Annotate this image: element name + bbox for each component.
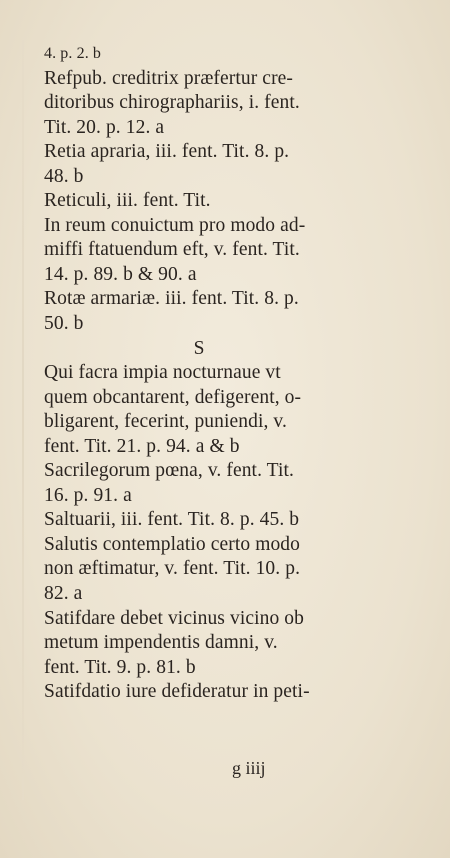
text-line: Tit. 20. p. 12. a bbox=[44, 116, 165, 138]
section-letter-heading: S bbox=[193, 337, 205, 359]
text-line: metum impendentis damni, v. bbox=[44, 632, 278, 654]
text-line: In reum conuictum pro modo ad- bbox=[44, 214, 306, 236]
text-line: fent. Tit. 9. p. 81. b bbox=[44, 656, 196, 678]
text-line: 16. p. 91. a bbox=[44, 484, 132, 506]
signature-mark: g iiij bbox=[232, 758, 266, 778]
text-line: 82. a bbox=[44, 583, 83, 605]
text-line: ditoribus chirographariis, i. fent. bbox=[44, 92, 300, 114]
text-line: Saltuarii, iii. fent. Tit. 8. p. 45. b bbox=[44, 509, 300, 531]
text-line: 50. b bbox=[44, 313, 84, 335]
text-line: 48. b bbox=[44, 165, 84, 187]
index-text-block bbox=[44, 42, 384, 705]
text-line: Qui facra impia nocturnaue vt bbox=[44, 362, 281, 384]
text-line: Sacrilegorum pœna, v. fent. Tit. bbox=[44, 460, 294, 482]
text-line: non æftimatur, v. fent. Tit. 10. p. bbox=[44, 558, 301, 580]
text-line: Salutis contemplatio certo modo bbox=[44, 533, 301, 555]
page-gutter-shadow bbox=[22, 40, 24, 800]
text-line: Reticuli, iii. fent. Tit. bbox=[44, 190, 211, 212]
text-line: Retia apraria, iii. fent. Tit. 8. p. bbox=[44, 141, 290, 163]
text-line: quem obcantarent, defigerent, o- bbox=[44, 386, 302, 408]
text-line: Satifdare debet vicinus vicino ob bbox=[44, 607, 304, 629]
text-line: Satifdatio iure defideratur in peti- bbox=[44, 681, 310, 703]
text-line: Refpub. creditrix præfertur cre- bbox=[44, 67, 294, 89]
text-line: Rotæ armariæ. iii. fent. Tit. 8. p. bbox=[44, 288, 299, 310]
text-line: bligarent, fecerint, puniendi, v. bbox=[44, 411, 287, 433]
text-line: 14. p. 89. b & 90. a bbox=[44, 263, 197, 285]
text-line: 4. p. 2. b bbox=[44, 45, 101, 62]
text-line: miffi ftatuendum eft, v. fent. Tit. bbox=[44, 239, 300, 261]
text-line: fent. Tit. 21. p. 94. a & b bbox=[44, 435, 240, 457]
